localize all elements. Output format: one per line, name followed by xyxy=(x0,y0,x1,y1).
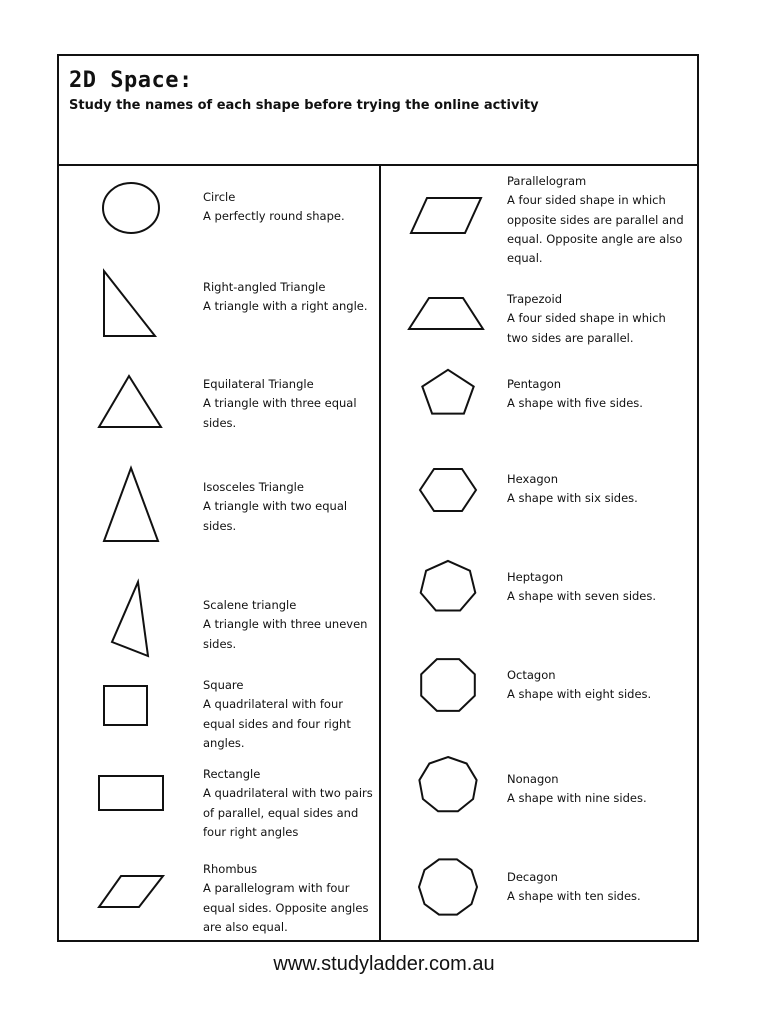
shape-name: Nonagon xyxy=(507,772,559,786)
scalene-triangle-icon xyxy=(109,580,153,660)
worksheet xyxy=(57,54,699,942)
shape-desc: A quadrilateral with two pairs of parallel, equal sides and four right angles xyxy=(203,786,373,839)
shape-name: Parallelogram xyxy=(507,174,587,188)
shape-desc: A perfectly round shape. xyxy=(203,209,345,224)
column-divider xyxy=(379,164,381,940)
shape-description xyxy=(507,290,687,348)
worksheet-header xyxy=(59,56,697,166)
shape-name: Rhombus xyxy=(203,862,258,876)
shape-description xyxy=(507,868,687,907)
shape-description xyxy=(507,172,687,268)
footer-url: www.studyladder.com.au xyxy=(273,953,495,975)
shape-desc: A shape with six sides. xyxy=(507,491,638,506)
shape-name: Circle xyxy=(203,190,236,204)
shape-desc: A triangle with two equal sides. xyxy=(203,499,348,533)
shape-desc: A shape with eight sides. xyxy=(507,687,652,702)
shape-description xyxy=(203,765,378,842)
circle-icon xyxy=(101,181,161,235)
shape-desc: A shape with seven sides. xyxy=(507,589,657,604)
shape-description xyxy=(203,278,378,317)
shape-desc: A shape with five sides. xyxy=(507,396,643,411)
shape-name: Isosceles Triangle xyxy=(203,480,304,494)
shape-name: Scalene triangle xyxy=(203,598,297,612)
rhombus-icon xyxy=(97,874,165,910)
shape-description xyxy=(203,478,378,536)
shape-name: Right-angled Triangle xyxy=(203,280,326,294)
shape-desc: A triangle with three uneven sides. xyxy=(203,617,368,651)
parallelogram-icon xyxy=(409,196,483,236)
pentagon-icon xyxy=(419,368,477,420)
shape-description xyxy=(203,188,378,227)
trapezoid-icon xyxy=(407,296,485,332)
shape-name: Rectangle xyxy=(203,767,261,781)
shape-description xyxy=(507,470,687,509)
shape-name: Heptagon xyxy=(507,570,564,584)
shape-desc: A shape with nine sides. xyxy=(507,791,647,806)
shape-name: Hexagon xyxy=(507,472,558,486)
shape-name: Square xyxy=(203,678,244,692)
heptagon-icon xyxy=(418,559,478,615)
shape-desc: A shape with ten sides. xyxy=(507,889,641,904)
page-subtitle: Study the names of each shape before trying the online activity xyxy=(69,98,539,113)
isosceles-triangle-icon xyxy=(100,466,162,544)
shape-desc: A four sided shape in which two sides are parallel. xyxy=(507,311,666,345)
shape-description xyxy=(507,770,687,809)
shape-desc: A quadrilateral with four equal sides and four right angles. xyxy=(203,697,351,750)
shape-description xyxy=(507,568,687,607)
octagon-icon xyxy=(418,656,478,714)
shape-description xyxy=(507,666,687,705)
equilateral-triangle-icon xyxy=(97,374,163,430)
shape-desc: A parallelogram with four equal sides. Opposite angles are also equal. xyxy=(203,881,369,934)
right-angled-triangle-icon xyxy=(102,269,158,339)
page-title: 2D Space: xyxy=(69,68,193,93)
shape-description xyxy=(203,676,378,753)
shape-name: Pentagon xyxy=(507,377,562,391)
shape-name: Trapezoid xyxy=(507,292,563,306)
shape-description xyxy=(203,860,378,937)
shape-description xyxy=(203,375,378,433)
shape-name: Decagon xyxy=(507,870,558,884)
square-icon xyxy=(102,684,150,728)
shape-desc: A triangle with a right angle. xyxy=(203,299,368,314)
decagon-icon xyxy=(418,857,478,917)
shape-description xyxy=(507,375,687,414)
hexagon-icon xyxy=(418,464,478,516)
shape-name: Octagon xyxy=(507,668,556,682)
shape-description xyxy=(203,596,378,654)
shape-desc: A triangle with three equal sides. xyxy=(203,396,357,430)
shape-desc: A four sided shape in which opposite sides are parallel and equal. Opposite angle are also equal. xyxy=(507,193,684,266)
shape-name: Equilateral Triangle xyxy=(203,377,314,391)
rectangle-icon xyxy=(97,774,165,812)
nonagon-icon xyxy=(418,756,478,814)
